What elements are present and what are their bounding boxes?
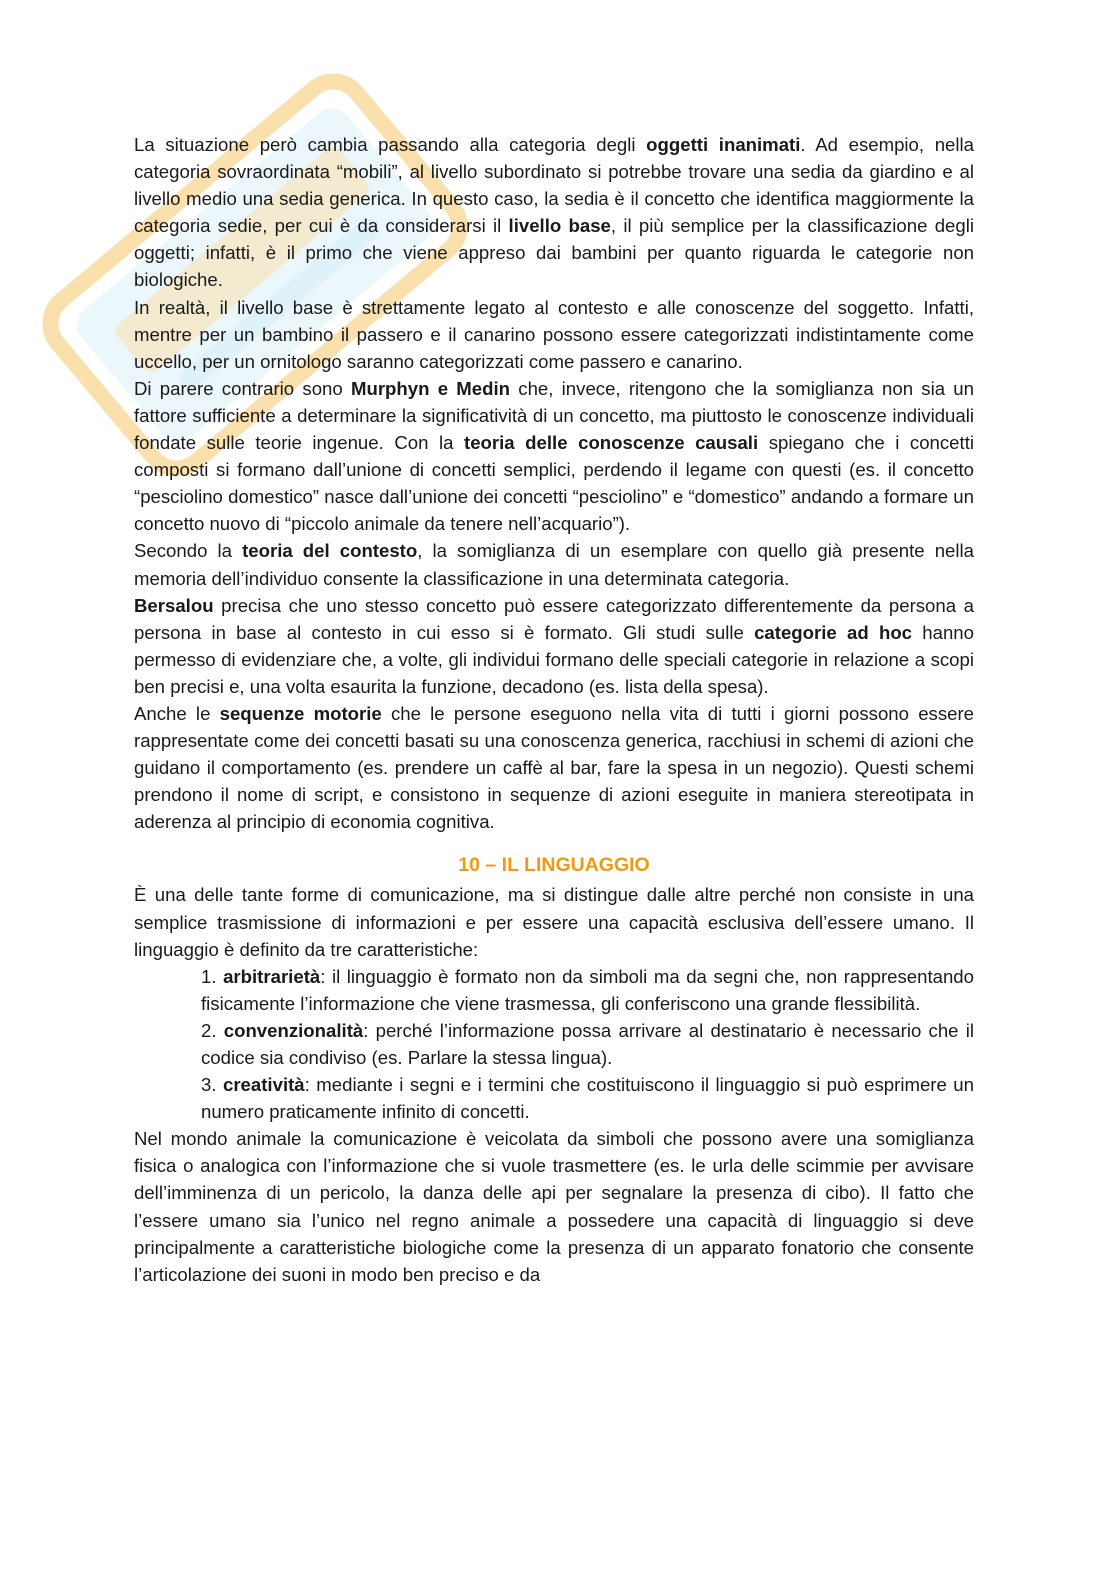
bold-term: Bersalou	[134, 594, 214, 616]
bold-term: sequenze motorie	[219, 702, 382, 724]
text-run: Secondo la	[134, 540, 243, 562]
text-run: Anche le	[134, 702, 220, 724]
list-item	[201, 963, 974, 1017]
text-run: Nel mondo animale la comunicazione è veicolata da simboli che possono avere una somiglianza fisica o analogica con l’informazione che si vuole trasmettere (es. le urla delle scimmie per avvisare dell’imminenza di un pericolo, la danza delle api per segnalare la presenza di cibo). Il fatto che l’essere umano sia l’unico nel regno animale a possedere una capacità di linguaggio si deve principalmente a caratteristiche biologiche come la presenza di un apparato fonatorio che consente l’articolazione dei suoni in modo ben preciso e da	[134, 1128, 974, 1285]
text-run: precisa che uno stesso concetto può essere categorizzato differentemente da persona a persona in base al contesto in cui esso si è formato. Gli studi sulle	[134, 594, 974, 643]
text-run: , la somiglianza di un esemplare con quello già presente nella memoria dell’individuo consente la classificazione in una determinata categoria.	[134, 540, 974, 589]
paragraph-mondo-animale	[134, 1125, 974, 1288]
list-number: 3.	[201, 1074, 217, 1096]
text-run: che le persone eseguono nella vita di tutti i giorni possono essere rappresentate come dei concetti basati su una conoscenza generica, racchiusi in schemi di azioni che guidano il comportamento (es. prendere un caffè al bar, fare la spesa in un negozio). Questi schemi prendono il nome di script, e consistono in sequenze di azioni eseguite in maniera stereotipata in aderenza al principio di economia cognitiva.	[134, 702, 974, 833]
bold-term: livello base	[508, 215, 611, 237]
bold-term: arbitrarietà	[223, 965, 321, 987]
text-run: È una delle tante forme di comunicazione, ma si distingue dalle altre perché non consiste in una semplice trasmissione di informazioni e per essere una capacità esclusiva dell’essere umano. Il linguaggio è definito da tre caratteristiche:	[134, 884, 974, 960]
text-run: : il linguaggio è formato non da simboli ma da segni che, non rappresentando fisicamente l’informazione che viene trasmessa, gli conferiscono una grande flessibilità.	[201, 965, 974, 1014]
paragraph-livello-base	[134, 294, 974, 375]
list-number: 1.	[201, 965, 217, 987]
bold-term: teoria delle conoscenze causali	[464, 432, 759, 454]
text-run: che, invece, ritengono che la somiglianza non sia un fattore sufficiente a determinare la significatività di un concetto, ma piuttosto le conoscenze individuali fondate sulle teorie ingenue. Con la	[134, 377, 974, 454]
bold-term: categorie ad hoc	[754, 621, 913, 643]
bold-term: creatività	[222, 1074, 305, 1096]
paragraph-linguaggio-intro	[134, 881, 974, 962]
paragraph-murphyn-medin	[134, 375, 974, 538]
list-item	[201, 1071, 974, 1125]
bold-term: oggetti inanimati	[646, 134, 801, 155]
bold-term: Murphyn e Medin	[350, 377, 511, 399]
characteristics-list	[134, 963, 974, 1126]
paragraph-sequenze-motorie	[134, 700, 974, 835]
document-page	[134, 131, 974, 1288]
text-run: spiegano che i concetti composti si formano dall’unione di concetti semplici, perdendo il legame con questi (es. il concetto “pesciolino domestico” nasce dall’unione dei concetti “pesciolino” e “domestico” andando a formare un concetto nuovo di “piccolo animale da tenere nell’acquario”).	[134, 432, 974, 535]
paragraph-bersalou	[134, 592, 974, 700]
list-number: 2.	[201, 1019, 217, 1041]
bold-term: teoria del contesto	[242, 540, 418, 562]
text-run: : mediante i segni e i termini che costituiscono il linguaggio si può esprimere un numero praticamente infinito di concetti.	[201, 1074, 974, 1123]
paragraph-oggetti-inanimati	[134, 131, 974, 294]
text-run: hanno permesso di evidenziare che, a volte, gli individui formano delle speciali categorie in relazione a scopi ben precisi e, una volta esaurita la funzione, decadono (es. lista della spesa).	[134, 621, 974, 697]
list-item	[201, 1017, 974, 1071]
bold-term: convenzionalità	[223, 1019, 364, 1041]
text-run: : perché l’informazione possa arrivare al destinatario è necessario che il codice sia condiviso (es. Parlare la stessa lingua).	[201, 1019, 974, 1068]
text-run: In realtà, il livello base è strettamente legato al contesto e alle conoscenze del soggetto. Infatti, mentre per un bambino il passero e il canarino possono essere categorizzati indistintamente come uccello, per un ornitologo saranno categorizzati come passero e canarino.	[134, 296, 974, 372]
paragraph-teoria-contesto	[134, 537, 974, 591]
text-run: Di parere contrario sono	[134, 377, 351, 399]
text-run: La situazione però cambia passando alla categoria degli	[134, 134, 647, 155]
text-run: , il più semplice per la classificazione degli oggetti; infatti, è il primo che viene appreso dai bambini per quanto riguarda le categorie non biologiche.	[134, 215, 974, 291]
section-heading: 10 – IL LINGUAGGIO	[458, 854, 650, 877]
text-run: . Ad esempio, nella categoria sovraordinata “mobili”, al livello subordinato si potrebbe trovare una sedia da giardino e al livello medio una sedia generica. In questo caso, la sedia è il concetto che identifica maggiormente la categoria sedie, per cui è da considerarsi il	[134, 134, 975, 237]
